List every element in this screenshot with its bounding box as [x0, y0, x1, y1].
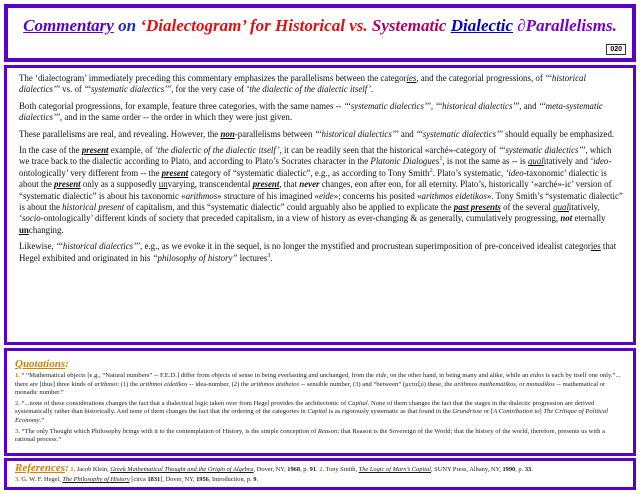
text: eide [375, 372, 387, 379]
text: Capital [307, 408, 328, 416]
text: eide [318, 190, 334, 201]
paragraph-3 [19, 129, 623, 140]
text: example, of [108, 145, 155, 156]
quote-number: 3. [15, 427, 20, 435]
text: Jacob Klein, [75, 466, 111, 473]
footnote-2: 2 [429, 166, 433, 174]
text: eidos [529, 372, 544, 379]
text: . [531, 466, 533, 473]
text: Tony Smith, [324, 466, 359, 473]
text: , and in the same order -- the order in which they were just given. [59, 112, 293, 123]
text: arithmos [185, 190, 218, 201]
text: -taxonomic’ dialectic is about the [19, 167, 607, 190]
text: 1831 [147, 476, 161, 483]
paragraph-5 [19, 241, 623, 264]
text: , on the other hand, in being many and alike, while an [386, 372, 530, 379]
heading-text: Quotations [15, 358, 66, 370]
text: Reason [317, 427, 338, 435]
title-word-historical: Historical [275, 16, 345, 35]
text: ‘the dialectic of the dialectic itself’ [246, 84, 372, 95]
title-word-dialectic: Dialectic [450, 16, 514, 35]
paragraph-2 [19, 101, 623, 124]
text: , Introduction, p. [208, 476, 254, 483]
text: ies [406, 73, 417, 83]
text: Likewise, [19, 241, 56, 252]
text: , SUNY Press, Albany, NY, [430, 466, 503, 473]
text: ], Dover, NY, [160, 476, 197, 483]
text: ‘ideo [590, 156, 609, 167]
quotations-heading: Quotations: [15, 358, 69, 370]
text: qual [527, 156, 544, 167]
text: 1968 [287, 466, 301, 473]
ref-number: 3. [15, 476, 20, 483]
text: , and the categorial progressions, of [416, 73, 545, 83]
quotation-2 [15, 400, 625, 426]
text: un [158, 179, 168, 190]
text: only as a supposedly [80, 179, 159, 190]
text: »; concerns his posited « [333, 190, 422, 201]
quotation-1 [15, 372, 625, 398]
text: ‘socio [19, 213, 41, 224]
text: not [560, 213, 573, 224]
references-heading: References [15, 462, 66, 474]
text: In the case of the [19, 145, 82, 156]
text: -ontologically’ very different from -- the [19, 156, 612, 178]
text: vs. of [59, 84, 85, 95]
text: . [371, 84, 374, 95]
text: . None of them changes the fact that the stages in the dialectic progression are derived systematically rather than historically. And none of them changes the fact that the ordering of the categories in [15, 399, 595, 416]
text: non [220, 128, 235, 139]
text: present [252, 179, 280, 190]
text: , which we trace back to the dialectic according to Plato, and according to Plato’s Socrates character in the [19, 145, 612, 167]
text: ‘‘‘historical dialectics’’’ [314, 128, 399, 139]
title-period: . [612, 16, 617, 35]
text: arithmos eidetikos [421, 190, 487, 201]
text: ». Tony Smith’s “systematic dialectic” is about the [19, 190, 623, 213]
ref-number: 2. [319, 466, 325, 473]
page-number: 020 [606, 44, 626, 55]
text: is each by itself one only.”... there are [thus] three kinds of [15, 372, 621, 388]
text: ; that Reason is the Sovereign of the World; that the history of the world, therefore, presents us with a rational process.” [15, 427, 605, 444]
text: » structure of his imagined « [217, 190, 319, 201]
paragraph-1 [19, 73, 623, 96]
text: Both categorial progressions, for example, feature three categories, with the same names -- [19, 100, 344, 111]
text: [circa [129, 476, 148, 483]
text: 1990 [502, 466, 516, 473]
text: , Dover, NY, [253, 466, 288, 473]
text: of the several [500, 202, 554, 213]
ref-number: 1. [70, 466, 76, 473]
quotation-3 [15, 428, 625, 445]
title-word-on: on [113, 16, 141, 35]
text: category of “systematic dialectic”, e.g., as according to Tony Smith [188, 167, 430, 178]
quote-number: 2. [15, 399, 20, 407]
text: 33 [524, 466, 532, 473]
text: changing. [28, 224, 64, 235]
text: , is not the same as -- is [442, 156, 528, 167]
quote-number: 1. [15, 372, 20, 379]
text: . [316, 466, 318, 473]
text: qual [553, 202, 569, 213]
text: arithmos aisthetos [250, 380, 300, 388]
paragraph-4 [19, 145, 623, 236]
title-word-parallelisms: ∂Parallelisms [517, 16, 613, 35]
text: “The only Thought which Philosophy brings with it to the contemplation of History, is the simple conception of [19, 427, 318, 435]
text: ‘the dialectic of the dialectic itself’ [154, 145, 280, 156]
text: , for the very case of [171, 84, 247, 95]
text: Platonic Dialogues [370, 156, 440, 167]
text: 91 [309, 466, 317, 473]
text: should equally be emphasized. [502, 128, 615, 139]
text: 1956 [196, 476, 209, 483]
text: historical present [62, 202, 125, 213]
text: present [81, 145, 109, 156]
text: arithmoi eidetikos [139, 380, 188, 388]
text: never [299, 179, 320, 190]
text: ‘‘‘systematic dialectics’’’ [84, 84, 172, 95]
text: lectures [237, 252, 268, 263]
text: present [54, 179, 81, 190]
text: 9 [253, 476, 257, 483]
text: A Contribution to [493, 408, 540, 416]
text: itatively, [568, 202, 600, 213]
text: “...none of these considerations changes the fact that a dialectical logic taken over from Hegel provides the architectonic of [19, 399, 348, 407]
text: ‘‘‘systematic dialectics’’’ [343, 100, 431, 111]
text: ‘ideo [505, 167, 524, 178]
text: : (1) the [117, 380, 140, 388]
title-word-commentary: Commentary [23, 16, 114, 35]
text: , and [519, 100, 539, 111]
quotations-panel [4, 348, 636, 456]
text: ‘‘‘systematic dialectics’’’ [415, 128, 503, 139]
ref-title: The Logic of Marx’s Capital [358, 466, 431, 473]
text: and [398, 128, 416, 139]
title-word-dialectogram: ‘Dialectogram’ [140, 16, 246, 35]
page-title [8, 16, 632, 36]
text: ‘‘‘historical dialectics’’’ [435, 100, 520, 111]
text: , p. [300, 466, 310, 473]
ref-title: The Philosophy of History [62, 476, 130, 483]
text: changes, eon after eon, for all eternity. Plato’s, historically ‘«arché»-ic’ version of “systematic dialectic” is about his taxonomic « [19, 179, 612, 201]
text: , e.g., as we evoke it in the sequel, is no longer the mystified and procrustean superimposition of pre-conceived idealist categor [140, 241, 591, 252]
references-panel [4, 458, 636, 490]
text: These parallelisms are real, and revealing. However, the [19, 128, 221, 139]
text: -- idea-number, (2) the [187, 380, 251, 388]
text: -ontologically’ different kinds of society that preceded capitalism, in a view of history as ever-changing & as generally, cumulatively progressing, [40, 213, 561, 224]
title-word-vs: vs. [344, 16, 372, 35]
text: Grundrisse [452, 408, 483, 416]
title-panel [4, 4, 636, 62]
text: itatively and [543, 156, 591, 167]
text: ‘‘‘meta-systematic dialectics’’’ [19, 100, 603, 123]
text: -- sensible number, (3) and “between” (μεταξύ) these, the [299, 380, 455, 388]
text: ‘‘‘historical dialectics’’’ [55, 241, 141, 252]
text: ‘‘‘historical dialectics’’’ [19, 73, 586, 95]
text: G. W. F. Hegel, [19, 476, 63, 483]
text: of capitalism, and this “systematic dialectic” could arguably also be applied to explicate the [124, 202, 454, 213]
text: -parallelisms between [234, 128, 315, 139]
text: Capital [347, 399, 368, 407]
footnote-3: 3 [267, 251, 271, 259]
text: , or [515, 380, 527, 388]
text: , p. [515, 466, 525, 473]
text: un [19, 224, 29, 235]
text: .” [39, 416, 45, 424]
text: ‘‘‘systematic dialectics’’’ [498, 145, 586, 156]
title-word-for: for [245, 16, 276, 35]
text: present [161, 167, 189, 178]
text: varying, transcendental [167, 179, 253, 190]
text: ies [590, 241, 601, 252]
text: -- mathematical or monadic number.” [15, 380, 606, 397]
title-word-systematic: Systematic [371, 16, 447, 35]
text: “philosophy of history” [152, 252, 238, 263]
text: past presents [453, 202, 501, 213]
text: . Plato’s systematic, [432, 167, 506, 178]
text: The Critique of Political Economy [15, 408, 609, 424]
references-list: References: 1. Jacob Klein, Greek Mathematical Thought and the Origin of Algebra, Dover, NY, 1968, p. 91. 2. Tony Smith, The Logic of Marx’s Capital, SUNY Press, Albany, NY, 1990, p. 33. 3. G. W. F. Hegel, The Philosophy of History [circa 1831], Dover, NY, 1956, Introduction, p. 9. [15, 462, 533, 483]
text: , it can be readily seen that the historical «arché»-category of [279, 145, 499, 156]
text: that Hegel exhibited and originated in his [19, 241, 617, 263]
commentary-body [4, 65, 636, 345]
text: . [270, 252, 273, 263]
text: arithmoi [94, 380, 118, 388]
text: . [256, 476, 259, 483]
text: The ‘dialectogram’ immediately preceding this commentary emphasizes the parallelisms between the categor [19, 73, 407, 83]
text: , that [279, 179, 300, 190]
text: “ “Mathematical objects [e.g., “Natural numbers” -- F.E.D.] differ from objects of sense in being everlasting and unchanged, from the [19, 372, 376, 379]
text: is as rigorously systematic as that found in the [327, 408, 453, 416]
ref-title: Greek Mathematical Thought and the Origin of Algebra [110, 466, 254, 473]
text: arithmos mathematikos [454, 380, 516, 388]
text: ] [539, 408, 544, 416]
text: eternally [572, 213, 606, 224]
footnote-1: 1 [439, 155, 443, 163]
text: , [430, 100, 436, 111]
text: monadikos [526, 380, 555, 388]
text: or [ [482, 408, 494, 416]
